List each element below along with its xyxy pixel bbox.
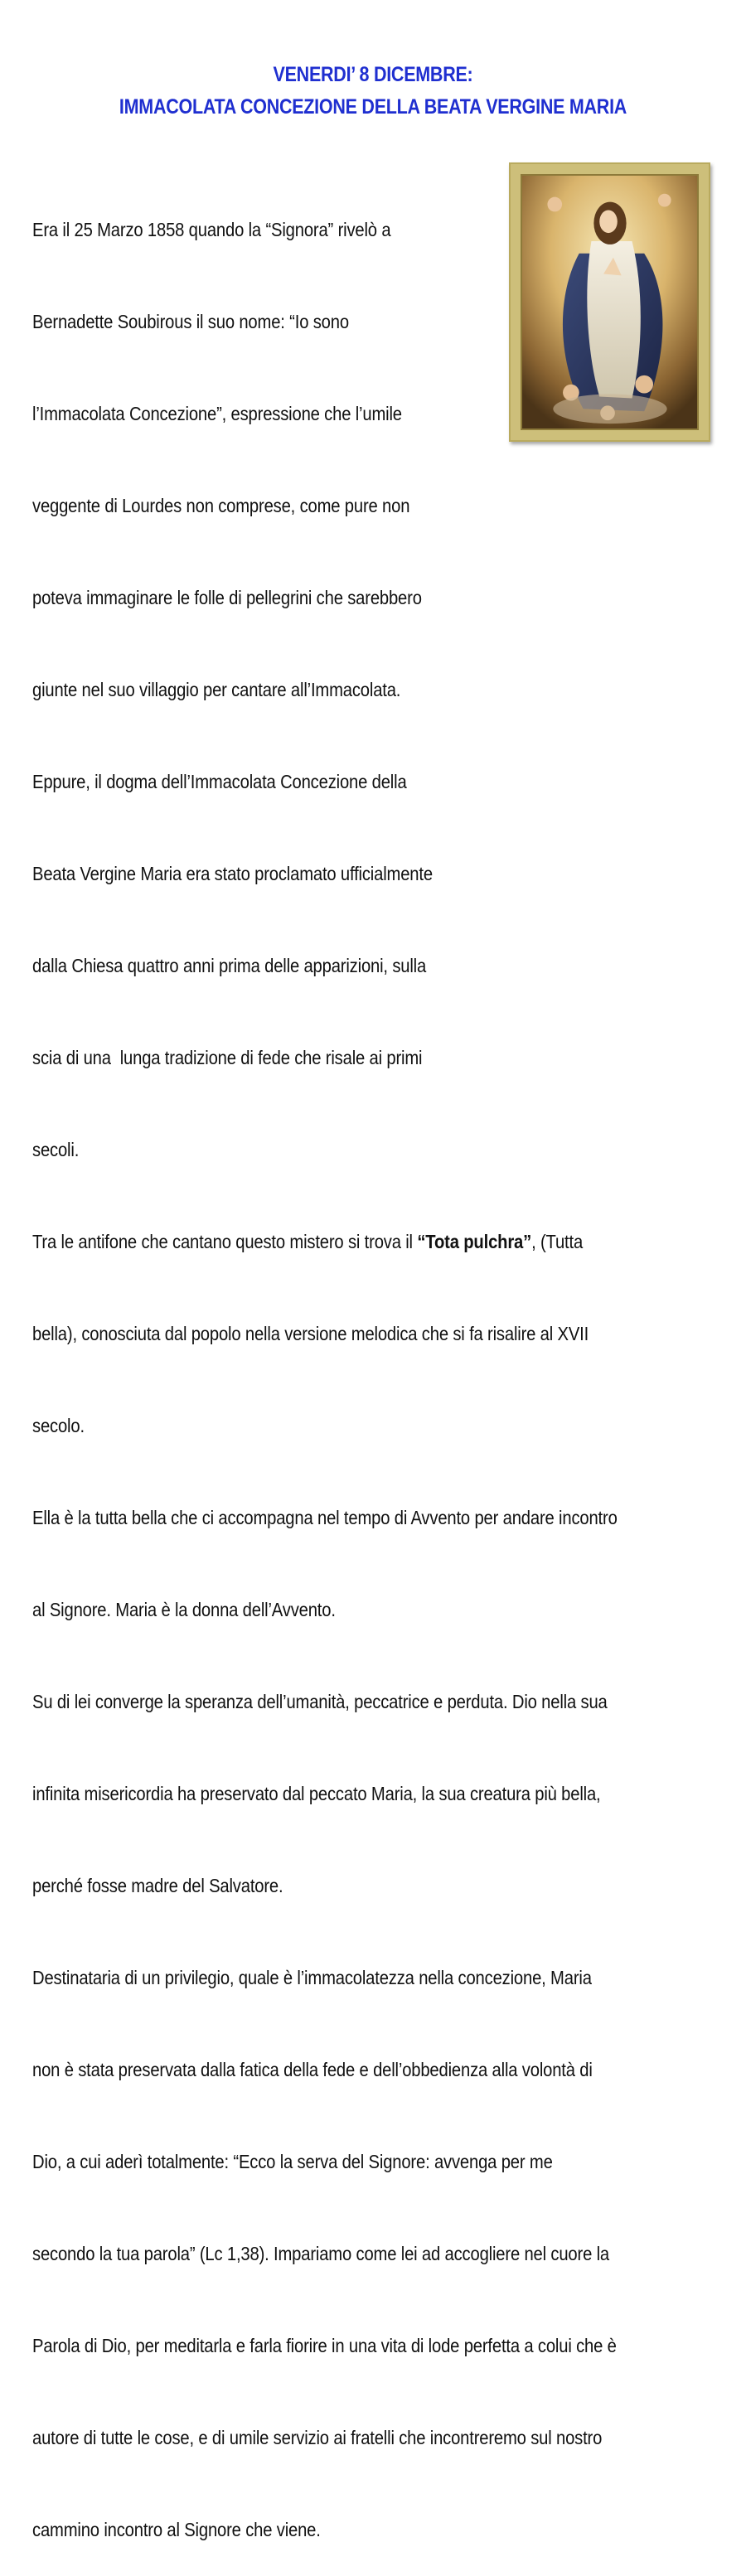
text-segment: , (Tutta <box>531 1231 584 1252</box>
text-line: infinita misericordia ha preservato dal peccato Maria, la sua creatura più bella, <box>32 1783 601 1804</box>
text-line: Su di lei converge la speranza dell’umanità, peccatrice e perduta. Dio nella sua <box>32 1691 608 1712</box>
text-line: veggente di Lourdes non comprese, come pure non <box>32 495 410 516</box>
page-title-date: VENERDI’ 8 DICEMBRE: <box>273 63 473 86</box>
text-line: Parola di Dio, per meditarla e farla fiorire in una vita di lode perfetta a colui che è <box>32 2335 617 2356</box>
text-line: Ella è la tutta bella che ci accompagna nel tempo di Avvento per andare incontro <box>32 1507 618 1528</box>
text-line: Eppure, il dogma dell’Immacolata Concezione della <box>32 771 407 792</box>
text-line: cammino incontro al Signore che viene. <box>32 2519 321 2540</box>
text-line: Dio, a cui aderì totalmente: “Ecco la serva del Signore: avvenga per me <box>32 2151 553 2172</box>
text-line: non è stata preservata dalla fatica della fede e dell’obbedienza alla volontà di <box>32 2059 593 2080</box>
text-line: Beata Vergine Maria era stato proclamato ufficialmente <box>32 863 433 884</box>
text-line: secoli. <box>32 1139 80 1160</box>
text-line: poteva immaginare le folle di pellegrini che sarebbero <box>32 587 422 608</box>
text-line: giunte nel suo villaggio per cantare all’Immacolata. <box>32 679 401 700</box>
text-line: autore di tutte le cose, e di umile servizio ai fratelli che incontreremo sul nostro <box>32 2427 603 2448</box>
text-segment: Tra le antifone che cantano questo mistero si trova il <box>32 1231 418 1252</box>
intro-paragraph <box>32 153 618 2576</box>
text-line: Era il 25 Marzo 1858 quando la “Signora” rivelò a <box>32 219 391 240</box>
text-line: l’Immacolata Concezione”, espressione che l’umile <box>32 403 402 424</box>
text-line: dalla Chiesa quattro anni prima delle apparizioni, sulla <box>32 955 427 976</box>
text-line-tota-pulchra <box>32 1227 618 1257</box>
page-title-feast: IMMACOLATA CONCEZIONE DELLA BEATA VERGINE MARIA <box>119 95 627 119</box>
text-line: secondo la tua parola” (Lc 1,38). Impariamo come lei ad accogliere nel cuore la <box>32 2243 610 2264</box>
text-line: secolo. <box>32 1415 85 1436</box>
tota-pulchra-title: “Tota pulchra” <box>417 1231 532 1252</box>
text-line: bella), conosciuta dal popolo nella versione melodica che si fa risalire al XVII <box>32 1323 589 1344</box>
text-line: scia di una lunga tradizione di fede che risale ai primi <box>32 1047 423 1068</box>
text-line: al Signore. Maria è la donna dell’Avvento. <box>32 1599 336 1620</box>
text-line: Bernadette Soubirous il suo nome: “Io sono <box>32 311 349 332</box>
text-line: perché fosse madre del Salvatore. <box>32 1875 283 1896</box>
text-line: Destinataria di un privilegio, quale è l’immacolatezza nella concezione, Maria <box>32 1967 592 1988</box>
